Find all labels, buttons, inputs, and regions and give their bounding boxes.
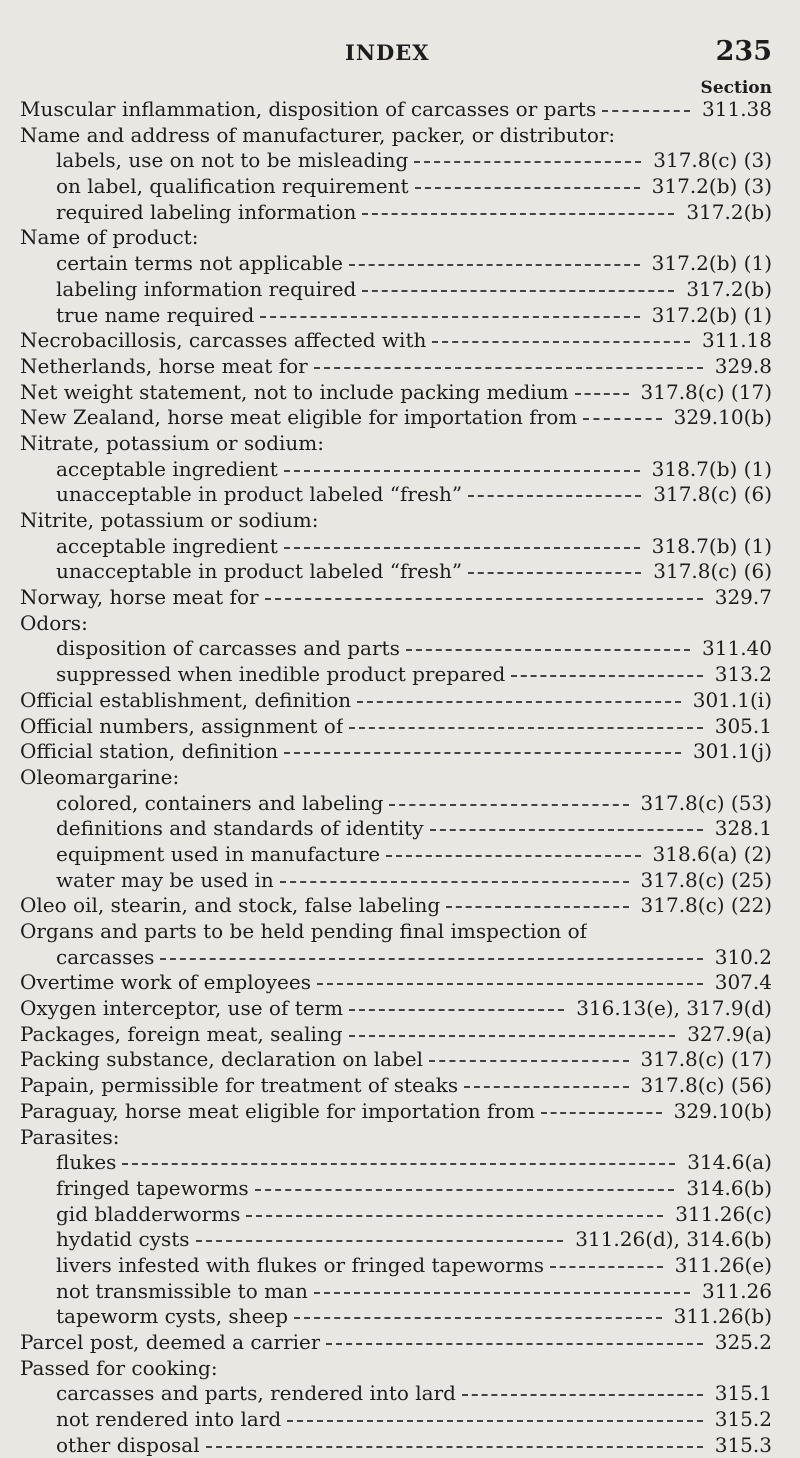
entry-label: Organs and parts to be held pending final imspection of [20,919,588,943]
entry-section-number: 317.2(b) [686,199,772,224]
index-entry [20,1150,772,1176]
entry-section-number: 315.1 [714,1381,772,1406]
entry-section-number: 325.2 [714,1330,772,1354]
dot-leader [575,392,629,395]
entry-label: not transmissible to man [56,1278,308,1303]
dot-leader [415,186,640,189]
entry-label: fringed tapeworms [56,1175,249,1200]
index-entry [20,380,772,406]
dot-leader [386,854,640,857]
dot-leader [349,1008,564,1011]
index-entry [20,765,772,791]
entry-section-number: 315.3 [714,1432,772,1457]
entry-label: on label, qualification requirement [56,174,409,199]
entry-label: Papain, permissible for treatment of steaks [20,1073,459,1098]
entry-section-number: 316.13(e), 317.9(d) [576,996,772,1021]
dot-leader [406,648,690,651]
index-entry [20,534,772,560]
entry-section-number: 314.6(b) [686,1175,772,1200]
entry-label: definitions and standards of identity [56,816,424,841]
entry-label: equipment used in manufacture [56,841,381,866]
entry-label: Necrobacillosis, carcasses affected with [20,328,427,353]
index-entry [20,405,772,431]
index-entry [20,354,772,380]
entry-label: colored, containers and labeling [56,790,384,815]
entry-section-number: 317.8(c) (25) [640,867,772,892]
entry-section-number: 329.7 [714,585,772,610]
entry-section-number: 329.10(b) [673,1098,772,1123]
index-entry [20,970,772,996]
entry-section-number: 311.18 [702,328,772,353]
entry-label: New Zealand, horse meat eligible for importation from [20,405,578,430]
dot-leader [357,700,681,703]
index-entry [20,1433,772,1458]
index-entry [20,636,772,662]
index-entry [20,791,772,817]
entry-section-number: 317.2(b) (3) [651,174,772,199]
index-entry [20,816,772,842]
entry-label: disposition of carcasses and parts [56,636,400,661]
index-entry [20,1253,772,1279]
index-entry [20,482,772,508]
entry-section-number: 311.40 [702,636,772,661]
entry-label: Official station, definition [20,739,279,764]
entry-section-number: 311.26(d), 314.6(b) [575,1227,772,1252]
entry-label: flukes [56,1150,117,1175]
dot-leader [468,571,641,574]
entry-label: Norway, horse meat for [20,585,259,610]
entry-label: other disposal [56,1432,200,1457]
entry-label: Name and address of manufacturer, packer, or distributor: [20,122,616,147]
entry-section-number: 307.4 [714,970,772,995]
entry-section-number: 328.1 [714,816,772,841]
dot-leader [122,1162,675,1165]
entry-section-number: 329.8 [714,353,772,378]
dot-leader [196,1239,564,1242]
index-entry [20,1125,772,1151]
entry-section-number: 327.9(a) [687,1021,772,1046]
entry-section-number: 311.38 [702,97,772,121]
entry-section-number: 305.1 [714,713,772,738]
dot-leader [349,263,640,266]
entry-section-number: 317.2(b) [686,276,772,301]
dot-leader [464,1085,628,1088]
entry-section-number: 318.7(b) (1) [651,456,772,481]
entry-label: hydatid cysts [56,1227,190,1252]
index-entry [20,1304,772,1330]
dot-leader [462,1393,703,1396]
dot-leader [255,1188,675,1191]
dot-leader [511,674,702,677]
entry-section-number: 301.1(i) [692,687,772,712]
entry-label: required labeling information [56,199,357,224]
index-entry [20,893,772,919]
index-entry [20,559,772,585]
entry-section-number: 317.8(c) (53) [640,790,772,815]
entry-section-number: 311.26(e) [674,1252,772,1277]
entry-section-number: 311.26(b) [673,1304,772,1329]
dot-leader [362,289,674,292]
dot-leader [326,1342,702,1345]
index-entry [20,148,772,174]
index-entry [20,123,772,149]
index-entry [20,1227,772,1253]
index-entry [20,1381,772,1407]
dot-leader [287,1419,703,1422]
entry-label: water may be used in [56,867,274,892]
page-header [0,36,800,72]
entry-section-number: 313.2 [714,662,772,687]
dot-leader [317,982,703,985]
index-entry [20,303,772,329]
index-entry [20,714,772,740]
entry-label: Oxygen interceptor, use of term [20,996,344,1021]
dot-leader [541,1111,662,1114]
index-list [20,97,772,1458]
entry-label: Parcel post, deemed a carrier [20,1330,321,1354]
index-entry [20,457,772,483]
entry-label: Nitrate, potassium or sodium: [20,430,324,455]
index-entry [20,1407,772,1433]
entry-label: true name required [56,302,255,327]
entry-section-number: 318.6(a) (2) [652,841,772,866]
dot-leader [468,494,641,497]
entry-label: unacceptable in product labeled “fresh” [56,482,463,507]
entry-label: Overtime work of employees [20,970,311,995]
dot-leader [430,828,703,831]
index-entry [20,1073,772,1099]
page-number: 235 [715,36,772,67]
index-entry [20,1279,772,1305]
entry-label: Name of product: [20,225,199,250]
entry-label: unacceptable in product labeled “fresh” [56,559,463,584]
entry-section-number: 317.8(c) (17) [640,1047,772,1072]
entry-section-number: 317.8(c) (6) [653,559,772,584]
dot-leader [206,1445,703,1448]
entry-section-number: 311.26(c) [675,1201,772,1226]
dot-leader [314,366,703,369]
dot-leader [314,1291,690,1294]
index-entry [20,1047,772,1073]
entry-section-number: 317.8(c) (17) [640,379,772,404]
entry-label: tapeworm cysts, sheep [56,1304,289,1329]
entry-label: Passed for cooking: [20,1355,218,1380]
dot-leader [550,1265,663,1268]
entry-section-number: 317.8(c) (3) [653,148,772,173]
index-entry [20,1022,772,1048]
entry-label: Oleo oil, stearin, and stock, false labeling [20,893,441,918]
entry-section-number: 317.8(c) (6) [653,482,772,507]
dot-leader [602,109,690,112]
index-entry [20,662,772,688]
index-entry [20,996,772,1022]
entry-label: acceptable ingredient [56,456,278,481]
dot-leader [284,546,640,549]
index-entry [20,328,772,354]
entry-section-number: 317.2(b) (1) [651,251,772,276]
dot-leader [160,957,702,960]
entry-section-number: 301.1(j) [692,739,772,764]
entry-section-number: 329.10(b) [673,405,772,430]
entry-label: Packing substance, declaration on label [20,1047,424,1072]
entry-label: gid bladderworms [56,1201,241,1226]
entry-label: livers infested with flukes or fringed tapeworms [56,1252,545,1277]
dot-leader [432,340,690,343]
index-entry [20,1330,772,1356]
entry-label: Parasites: [20,1124,120,1149]
header-title: INDEX [345,40,430,65]
dot-leader [389,803,628,806]
entry-label: Paraguay, horse meat eligible for importation from [20,1098,535,1123]
index-entry [20,277,772,303]
index-entry [20,431,772,457]
entry-section-number: 317.2(b) (1) [651,302,772,327]
entry-label: Muscular inflammation, disposition of carcasses or parts [20,97,597,121]
entry-section-number: 314.6(a) [687,1150,772,1175]
entry-section-number: 310.2 [714,944,772,969]
index-entry [20,585,772,611]
entry-label: Official establishment, definition [20,687,352,712]
index-entry [20,251,772,277]
index-entry [20,842,772,868]
entry-section-number: 315.2 [714,1407,772,1432]
index-entry [20,919,772,945]
dot-leader [246,1214,663,1217]
entry-label: labels, use on not to be misleading [56,148,409,173]
index-entry [20,97,772,123]
index-entry [20,225,772,251]
dot-leader [280,880,629,883]
entry-label: labeling information required [56,276,357,301]
dot-leader [583,417,661,420]
index-entry [20,611,772,637]
index-entry [20,688,772,714]
dot-leader [284,469,640,472]
index-entry [20,945,772,971]
index-entry [20,200,772,226]
entry-label: certain terms not applicable [56,251,344,276]
entry-label: carcasses [56,944,155,969]
dot-leader [260,315,639,318]
dot-leader [429,1059,628,1062]
index-entry [20,739,772,765]
entry-label: acceptable ingredient [56,533,278,558]
index-entry [20,508,772,534]
entry-label: Packages, foreign meat, sealing [20,1021,343,1046]
entry-label: Netherlands, horse meat for [20,353,308,378]
dot-leader [446,905,628,908]
index-entry [20,174,772,200]
index-entry [20,1099,772,1125]
dot-leader [294,1316,662,1319]
index-entry [20,1356,772,1382]
entry-section-number: 317.8(c) (22) [640,893,772,918]
dot-leader [349,726,703,729]
index-entry [20,868,772,894]
index-entry [20,1202,772,1228]
entry-label: not rendered into lard [56,1407,282,1432]
dot-leader [362,212,674,215]
entry-label: Oleomargarine: [20,764,180,789]
dot-leader [284,751,681,754]
entry-label: Nitrite, potassium or sodium: [20,508,319,532]
entry-section-number: 311.26 [702,1278,772,1303]
entry-label: carcasses and parts, rendered into lard [56,1381,456,1406]
entry-label: Odors: [20,610,88,635]
dot-leader [349,1034,676,1037]
entry-section-number: 318.7(b) (1) [651,533,772,558]
section-column-header: Section [700,78,772,98]
entry-section-number: 317.8(c) (56) [640,1073,772,1098]
index-entry [20,1176,772,1202]
entry-label: Net weight statement, not to include packing medium [20,379,569,404]
dot-leader [265,597,703,600]
entry-label: suppressed when inedible product prepared [56,662,506,687]
entry-label: Official numbers, assignment of [20,713,344,738]
dot-leader [414,160,641,163]
